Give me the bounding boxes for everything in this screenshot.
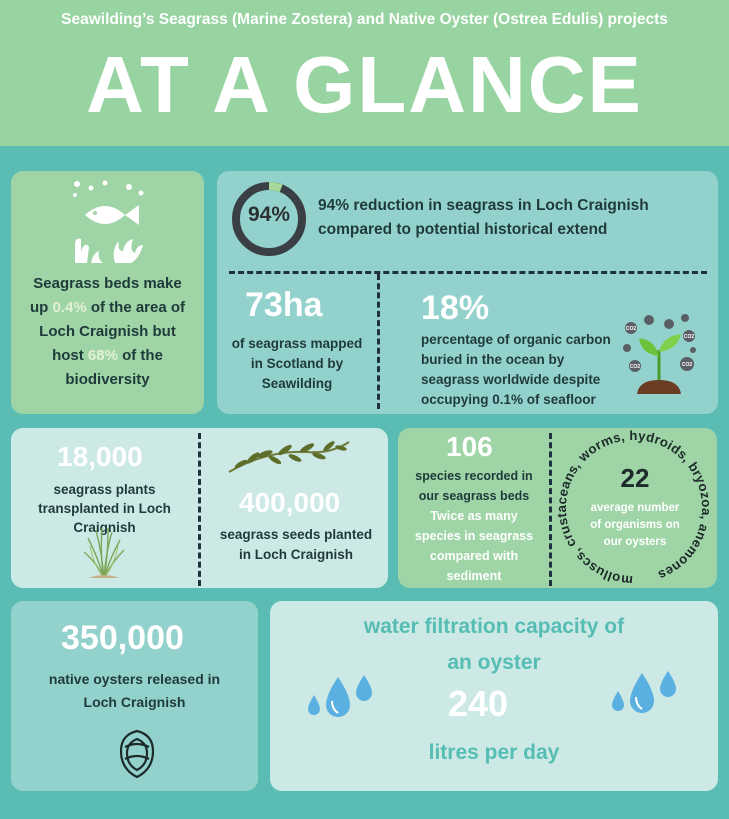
sprout-co2-icon xyxy=(619,314,699,394)
filtration-unit: litres per day xyxy=(428,741,560,764)
mapped-value: 73ha xyxy=(245,286,323,324)
seagrass-strand-icon xyxy=(227,436,352,476)
biodiversity-line-5: biodiversity xyxy=(65,371,150,388)
species-line-2: our seagrass beds xyxy=(418,489,530,503)
biodiversity-line-2-post: of the area of xyxy=(86,299,186,316)
carbon-line-3: seagrass worldwide despite xyxy=(421,372,601,387)
biodiversity-line-4 xyxy=(11,344,204,368)
mapped-text xyxy=(223,334,371,394)
seagrass-stats-card xyxy=(217,171,718,414)
co2-label: CO2 xyxy=(683,334,695,340)
species-line-5: compared with xyxy=(429,549,519,563)
seeds-line-1: seagrass seeds planted xyxy=(219,527,373,542)
species-value: 106 xyxy=(446,431,493,462)
biodiversity-line-3: Loch Craignish but xyxy=(39,323,176,340)
page-title: AT A GLANCE xyxy=(86,40,643,129)
oysters-text xyxy=(11,668,258,714)
oysters-card xyxy=(11,601,258,791)
carbon-line-1: percentage of organic carbon xyxy=(421,332,611,347)
species-line-1: species recorded in xyxy=(415,469,533,483)
organisms-line-3: our oysters xyxy=(603,536,667,548)
co2-label: CO2 xyxy=(681,362,693,368)
fish-coral-icon xyxy=(67,179,147,264)
mapped-line-1: of seagrass mapped xyxy=(231,336,363,351)
planting-card xyxy=(11,428,388,588)
organisms-ring-text: molluscs, crustaceans, worms, hydroids, bryozoa, anemones xyxy=(553,427,715,589)
water-drops-icon xyxy=(306,673,376,723)
biodiversity-line-4-pre: host xyxy=(52,347,88,364)
header xyxy=(0,0,729,146)
transplanted-value: 18,000 xyxy=(57,441,143,472)
seeds-value: 400,000 xyxy=(239,487,341,518)
reduction-ring-label: 94% xyxy=(247,203,291,226)
mapped-line-3: Seawilding xyxy=(261,376,333,391)
organisms-line-2: of organisms on xyxy=(590,519,680,531)
transplanted-line-2: transplanted in Loch xyxy=(38,501,171,516)
carbon-line-2: buried in the ocean by xyxy=(421,352,565,367)
species-line-3: Twice as many xyxy=(430,509,518,523)
biodiversity-line-2-pre: up xyxy=(29,299,53,316)
seeds-line-2: in Loch Craignish xyxy=(238,547,353,562)
oyster-icon xyxy=(117,729,157,779)
carbon-line-4: occupying 0.1% of seafloor xyxy=(421,392,596,407)
filtration-line-1: water filtration capacity of xyxy=(363,615,625,638)
species-card xyxy=(398,428,717,588)
area-percentage: 0.4% xyxy=(52,299,87,316)
oysters-value: 350,000 xyxy=(61,619,184,657)
co2-label: CO2 xyxy=(629,364,641,370)
organisms-value: 22 xyxy=(620,463,650,493)
reduction-line-1: 94% reduction in seagrass in Loch Craignish xyxy=(318,197,649,214)
transplanted-line-1: seagrass plants xyxy=(53,482,156,497)
filtration-value: 240 xyxy=(447,683,509,724)
divider xyxy=(377,274,380,409)
species-text xyxy=(402,466,546,586)
transplanted-line-3: Craignish xyxy=(73,520,136,535)
species-line-4: species in seagrass xyxy=(414,529,534,543)
biodiversity-line-1: Seagrass beds make xyxy=(33,275,182,292)
oysters-line-2: Loch Craignish xyxy=(83,694,186,710)
oysters-line-1: native oysters released in xyxy=(48,671,221,687)
reduction-text xyxy=(318,194,713,242)
seeds-text xyxy=(209,525,383,565)
filtration-card xyxy=(270,601,718,791)
co2-label: CO2 xyxy=(625,326,637,332)
biodiversity-line-4-post: of the xyxy=(117,347,163,364)
biodiversity-percentage: 68% xyxy=(87,347,118,364)
filtration-line-2: an oyster xyxy=(447,651,541,674)
mapped-line-2: in Scotland by xyxy=(250,356,344,371)
carbon-text xyxy=(421,330,641,410)
water-drops-icon xyxy=(610,669,680,719)
divider xyxy=(229,271,707,274)
species-line-6: sediment xyxy=(446,569,502,583)
seagrass-icon xyxy=(82,528,126,580)
carbon-value: 18% xyxy=(421,289,490,327)
biodiversity-line-2 xyxy=(11,296,204,320)
header-subtitle: Seawilding’s Seagrass (Marine Zostera) and Native Oyster (Ostrea Edulis) projects xyxy=(61,11,668,28)
organisms-text xyxy=(579,500,691,551)
organisms-line-1: average number xyxy=(590,502,680,514)
biodiversity-card xyxy=(11,171,204,414)
divider xyxy=(198,433,201,586)
biodiversity-text xyxy=(11,272,204,392)
reduction-line-2: compared to potential historical extend xyxy=(318,221,608,238)
